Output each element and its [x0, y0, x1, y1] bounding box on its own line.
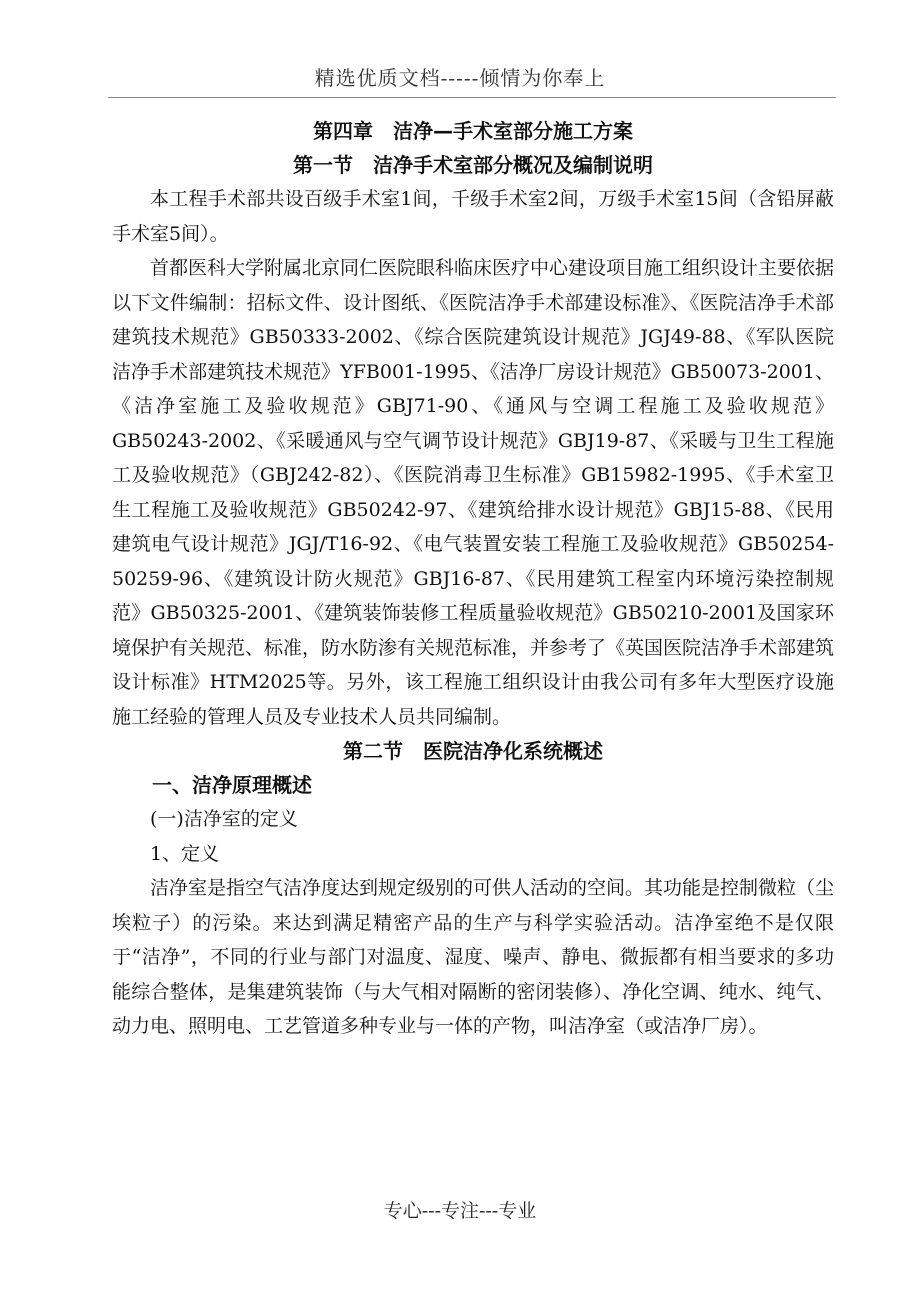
section-title-2: 第二节 医院洁净化系统概述 — [343, 739, 603, 763]
subheading-definition: (一)洁净室的定义 — [150, 808, 298, 830]
paragraph-definition: 洁净室是指空气洁净度达到规定级别的可供人活动的空间。其功能是控制微粒（尘埃粒子）的污染。来达到满足精密产品的生产与科学实验活动。洁净室绝不是仅限于“洁净”，不同的行业与部门对温度、湿度、噪声、静电、微振都有相当要求的多功能综合整体，是集建筑装饰（与大气相对隔断的密闭装修）、净化空调、纯水、纯气、动力电、照明电、工艺管道多种专业与一体的产物，叫洁净室（或洁净厂房）。 — [112, 877, 835, 1037]
chapter-title: 第四章 洁净—手术室部分施工方案 — [313, 119, 633, 143]
header-divider — [108, 97, 836, 98]
document-body — [112, 112, 834, 1044]
page-header: 精选优质文档-----倾情为你奉上 — [314, 66, 606, 90]
paragraph-basis: 首都医科大学附属北京同仁医院眼科临床医疗中心建设项目施工组织设计主要依据以下文件编制：招标文件、设计图纸、《医院洁净手术部建设标准》、《医院洁净手术部建筑技术规范》GB50333-2002、《综合医院建筑设计规范》JGJ49-88、《军队医院洁净手术部建筑技术规范》YFB001-1995、《洁净厂房设计规范》GB50073-2001、《洁净室施工及验收规范》GBJ71-90、《通风与空调工程施工及验收规范》GB50243-2002、《采暖通风与空气调节设计规范》GBJ19-87、《采暖与卫生工程施工及验收规范》（GBJ242-82）、《医院消毒卫生标准》GB15982-1995、《手术室卫生工程施工及验收规范》GB50242-97、《建筑给排水设计规范》GBJ15-88、《民用建筑电气设计规范》JGJ/T16-92、《电气装置安装工程施工及验收规范》GB50254-50259-96、《建筑设计防火规范》GBJ16-87、《民用建筑工程室内环境污染控制规范》GB50325-2001、《建筑装饰装修工程质量验收规范》GB50210-2001及国家环境保护有关规范、标准，防水防渗有关规范标准，并参考了《英国医院洁净手术部建筑设计标准》HTM2025等。另外，该工程施工组织设计由我公司有多年大型医疗设施施工经验的管理人员及专业技术人员共同编制。 — [112, 257, 835, 728]
section-title-1: 第一节 洁净手术室部分概况及编制说明 — [293, 153, 653, 177]
heading-clean-principle: 一、洁净原理概述 — [152, 773, 312, 797]
subheading-definition-1: 1、定义 — [150, 842, 220, 865]
paragraph-overview: 本工程手术部共设百级手术室1间，千级手术室2间，万级手术室15间（含铅屏蔽手术室5间）。 — [112, 188, 834, 245]
page-footer: 专心---专注---专业 — [383, 1200, 537, 1222]
